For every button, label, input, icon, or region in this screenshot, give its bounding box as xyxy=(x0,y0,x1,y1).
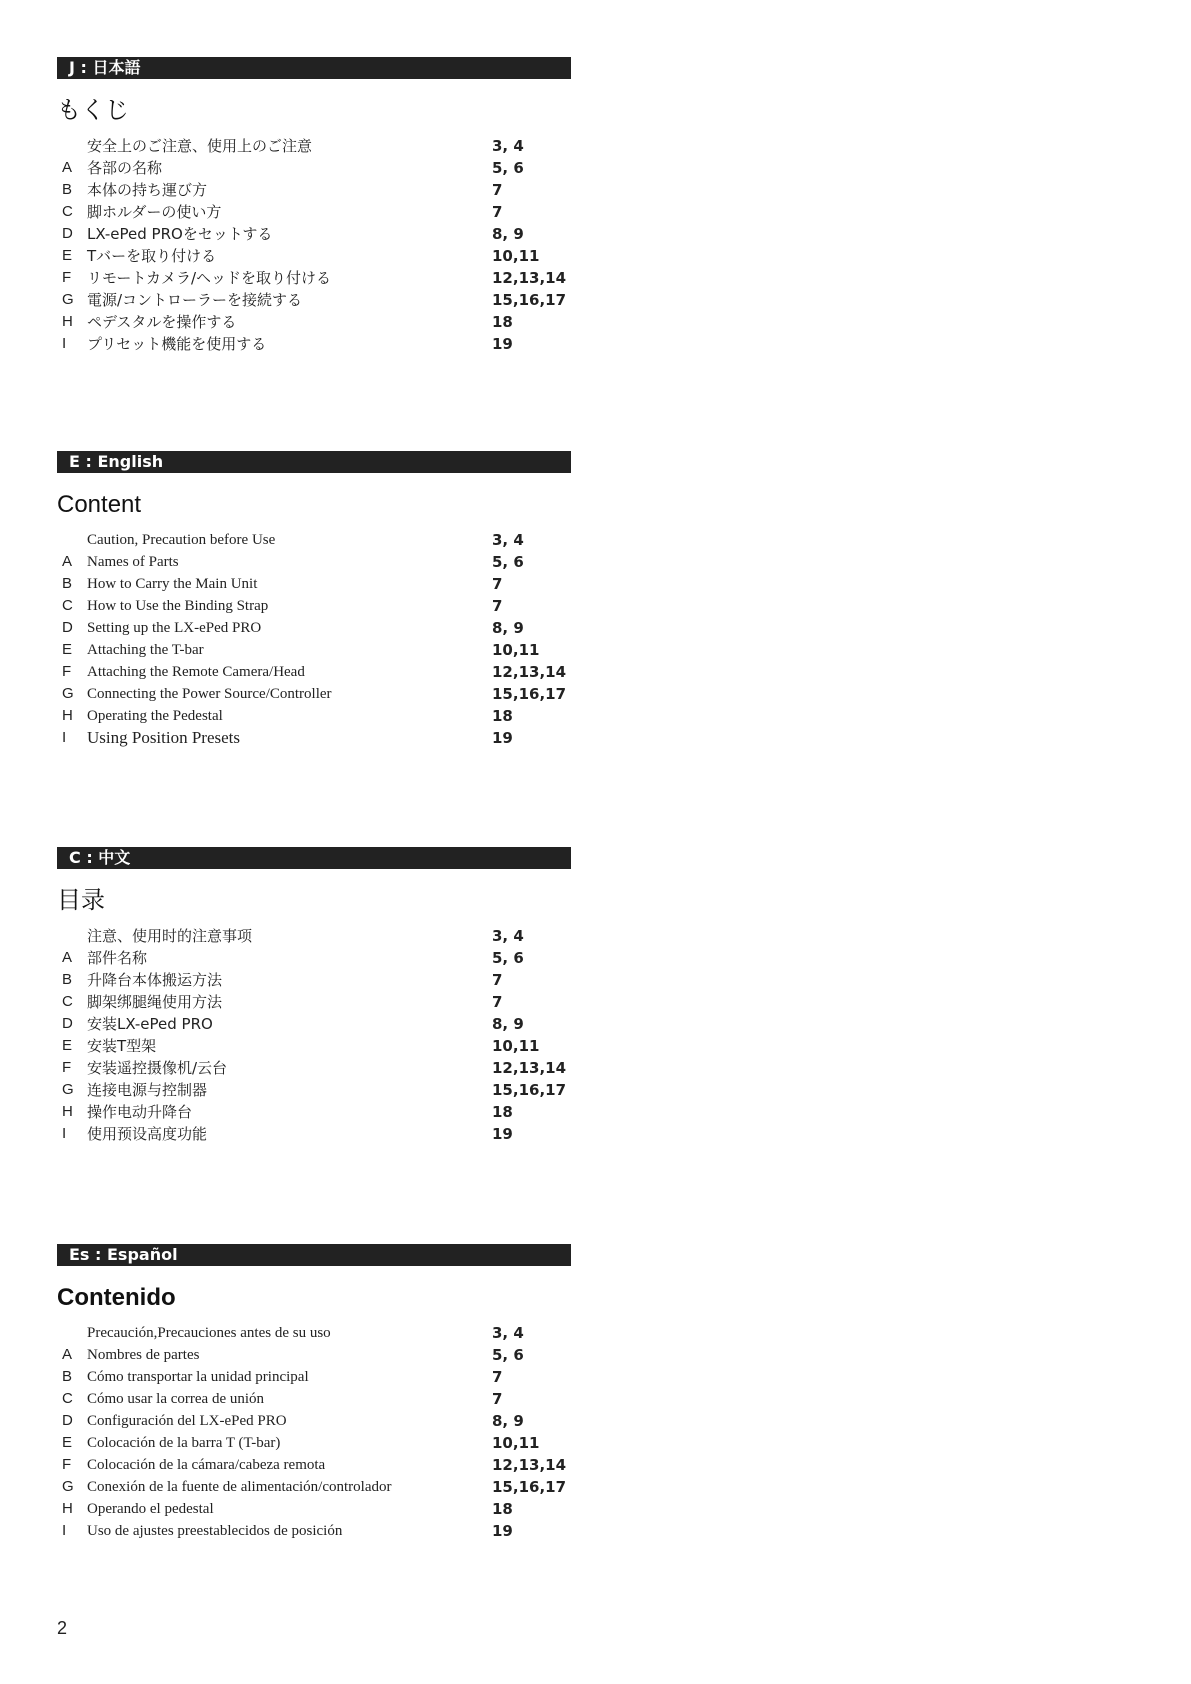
toc-row xyxy=(57,991,571,1013)
toc-row xyxy=(57,1123,571,1145)
section-heading: 目录 xyxy=(57,887,105,914)
toc-letter: I xyxy=(62,1522,67,1539)
toc-section-english xyxy=(57,451,571,749)
toc-row xyxy=(57,311,571,333)
toc-list xyxy=(57,135,571,355)
toc-pages: 7 xyxy=(492,993,503,1011)
toc-pages: 19 xyxy=(492,729,513,747)
toc-pages: 3, 4 xyxy=(492,531,524,549)
toc-list xyxy=(57,529,571,749)
toc-title: 各部の名称 xyxy=(87,159,163,177)
toc-row xyxy=(57,1035,571,1057)
toc-title: Cómo transportar la unidad principal xyxy=(87,1369,309,1385)
toc-letter: G xyxy=(62,291,74,308)
toc-title: Setting up the LX-ePed PRO xyxy=(87,620,262,636)
toc-pages: 8, 9 xyxy=(492,619,524,637)
toc-row xyxy=(57,969,571,991)
toc-pages: 5, 6 xyxy=(492,949,524,967)
section-heading: もくじ xyxy=(57,97,129,124)
toc-row xyxy=(57,1476,571,1498)
toc-pages: 7 xyxy=(492,181,503,199)
toc-row xyxy=(57,529,571,551)
toc-pages: 10,11 xyxy=(492,1434,540,1452)
toc-title: 安装T型架 xyxy=(87,1037,157,1055)
toc-row xyxy=(57,727,571,749)
toc-title: 操作电动升降台 xyxy=(87,1103,193,1121)
toc-title: Uso de ajustes preestablecidos de posición xyxy=(87,1523,343,1539)
toc-row xyxy=(57,1432,571,1454)
page-number: 2 xyxy=(57,1618,68,1638)
toc-pages: 8, 9 xyxy=(492,1015,524,1033)
toc-letter: C xyxy=(62,203,73,220)
toc-letter: F xyxy=(62,269,72,286)
toc-row xyxy=(57,1388,571,1410)
toc-letter: A xyxy=(62,159,73,176)
toc-title: Operating the Pedestal xyxy=(87,708,223,724)
toc-title: Attaching the T-bar xyxy=(87,642,204,658)
toc-letter: B xyxy=(62,181,73,198)
toc-pages: 10,11 xyxy=(492,247,540,265)
toc-pages: 3, 4 xyxy=(492,1324,524,1342)
toc-title: Operando el pedestal xyxy=(87,1501,214,1517)
toc-row xyxy=(57,245,571,267)
toc-pages: 10,11 xyxy=(492,1037,540,1055)
toc-row xyxy=(57,617,571,639)
toc-row xyxy=(57,595,571,617)
toc-letter: E xyxy=(62,641,73,658)
toc-row xyxy=(57,1498,571,1520)
toc-row xyxy=(57,289,571,311)
toc-title: 安全上のご注意、使用上のご注意 xyxy=(87,137,313,155)
toc-title: 使用预设高度功能 xyxy=(87,1125,208,1143)
toc-pages: 3, 4 xyxy=(492,927,524,945)
toc-title: Precaución,Precauciones antes de su uso xyxy=(87,1325,331,1341)
section-bar: E : English xyxy=(57,451,571,473)
toc-list xyxy=(57,925,571,1145)
toc-pages: 15,16,17 xyxy=(492,1081,567,1099)
toc-title: LX-ePed PROをセットする xyxy=(87,225,273,243)
toc-letter: G xyxy=(62,1478,74,1495)
section-bar: J : 日本語 xyxy=(57,57,571,79)
toc-letter: D xyxy=(62,619,73,636)
section-bar: Es : Español xyxy=(57,1244,571,1266)
toc-row xyxy=(57,705,571,727)
toc-row xyxy=(57,573,571,595)
toc-row xyxy=(57,223,571,245)
toc-title: Colocación de la cámara/cabeza remota xyxy=(87,1457,326,1473)
toc-pages: 19 xyxy=(492,1125,513,1143)
toc-title: プリセット機能を使用する xyxy=(87,335,267,353)
toc-pages: 5, 6 xyxy=(492,553,524,571)
toc-title: 部件名称 xyxy=(87,949,148,967)
toc-letter: B xyxy=(62,1368,73,1385)
toc-pages: 12,13,14 xyxy=(492,1456,567,1474)
toc-row xyxy=(57,1454,571,1476)
toc-row xyxy=(57,1079,571,1101)
toc-title: Using Position Presets xyxy=(87,728,241,747)
toc-row xyxy=(57,1057,571,1079)
toc-title: リモートカメラ/ヘッドを取り付ける xyxy=(87,269,332,287)
toc-pages: 5, 6 xyxy=(492,159,524,177)
toc-section-chinese xyxy=(57,847,571,1145)
toc-letter: I xyxy=(62,729,67,746)
toc-title: 注意、使用时的注意事项 xyxy=(87,927,253,945)
toc-row xyxy=(57,661,571,683)
toc-letter: E xyxy=(62,247,73,264)
toc-pages: 7 xyxy=(492,203,503,221)
toc-title: Attaching the Remote Camera/Head xyxy=(87,664,305,680)
section-heading: Contenido xyxy=(57,1284,176,1311)
toc-row xyxy=(57,1322,571,1344)
toc-pages: 19 xyxy=(492,335,513,353)
toc-row xyxy=(57,1013,571,1035)
toc-row xyxy=(57,1101,571,1123)
toc-pages: 18 xyxy=(492,1500,513,1518)
toc-title: Colocación de la barra T (T-bar) xyxy=(87,1435,281,1451)
toc-title: How to Use the Binding Strap xyxy=(87,598,269,614)
toc-letter: A xyxy=(62,1346,73,1363)
toc-title: 脚ホルダーの使い方 xyxy=(87,203,222,221)
toc-row xyxy=(57,333,571,355)
toc-letter: C xyxy=(62,597,73,614)
toc-title: 连接电源与控制器 xyxy=(87,1081,208,1099)
toc-title: Configuración del LX-ePed PRO xyxy=(87,1413,287,1429)
toc-letter: G xyxy=(62,685,74,702)
toc-pages: 7 xyxy=(492,597,503,615)
toc-pages: 7 xyxy=(492,1390,503,1408)
toc-title: Tバーを取り付ける xyxy=(87,247,217,265)
toc-pages: 15,16,17 xyxy=(492,685,567,703)
toc-title: ペデスタルを操作する xyxy=(87,313,237,331)
toc-letter: H xyxy=(62,707,73,724)
toc-pages: 8, 9 xyxy=(492,1412,524,1430)
toc-letter: B xyxy=(62,971,73,988)
toc-row xyxy=(57,1366,571,1388)
toc-letter: E xyxy=(62,1037,73,1054)
toc-title: Names of Parts xyxy=(87,554,179,570)
toc-title: 安装遥控摄像机/云台 xyxy=(87,1059,228,1077)
toc-letter: C xyxy=(62,1390,73,1407)
toc-title: Cómo usar la correa de unión xyxy=(87,1391,265,1407)
toc-letter: A xyxy=(62,949,73,966)
toc-letter: H xyxy=(62,1500,73,1517)
toc-pages: 15,16,17 xyxy=(492,291,567,309)
section-bar: C : 中文 xyxy=(57,847,571,869)
toc-list xyxy=(57,1322,571,1542)
toc-title: Nombres de partes xyxy=(87,1347,200,1363)
toc-title: Caution, Precaution before Use xyxy=(87,532,276,548)
toc-letter: F xyxy=(62,1456,72,1473)
toc-section-japanese xyxy=(57,57,571,355)
toc-title: 安装LX-ePed PRO xyxy=(87,1015,213,1033)
toc-row xyxy=(57,925,571,947)
toc-letter: H xyxy=(62,1103,73,1120)
toc-pages: 12,13,14 xyxy=(492,663,567,681)
toc-row xyxy=(57,551,571,573)
toc-pages: 7 xyxy=(492,575,503,593)
toc-row xyxy=(57,639,571,661)
toc-section-spanish xyxy=(57,1244,571,1542)
toc-letter: D xyxy=(62,1015,73,1032)
toc-row xyxy=(57,201,571,223)
toc-pages: 7 xyxy=(492,971,503,989)
toc-title: 升降台本体搬运方法 xyxy=(87,971,223,989)
toc-title: Conexión de la fuente de alimentación/controlador xyxy=(87,1479,392,1495)
toc-letter: D xyxy=(62,225,73,242)
toc-letter: F xyxy=(62,1059,72,1076)
toc-row xyxy=(57,683,571,705)
toc-letter: A xyxy=(62,553,73,570)
toc-title: 脚架绑腿绳使用方法 xyxy=(87,993,223,1011)
toc-row xyxy=(57,157,571,179)
toc-pages: 18 xyxy=(492,1103,513,1121)
toc-title: 本体の持ち運び方 xyxy=(87,181,208,199)
toc-row xyxy=(57,947,571,969)
toc-letter: I xyxy=(62,335,67,352)
toc-pages: 19 xyxy=(492,1522,513,1540)
toc-letter: B xyxy=(62,575,73,592)
toc-pages: 3, 4 xyxy=(492,137,524,155)
toc-letter: F xyxy=(62,663,72,680)
toc-title: How to Carry the Main Unit xyxy=(87,576,258,592)
toc-letter: I xyxy=(62,1125,67,1142)
toc-letter: E xyxy=(62,1434,73,1451)
toc-pages: 12,13,14 xyxy=(492,1059,567,1077)
toc-row xyxy=(57,179,571,201)
toc-pages: 18 xyxy=(492,707,513,725)
toc-pages: 5, 6 xyxy=(492,1346,524,1364)
toc-row xyxy=(57,1344,571,1366)
toc-pages: 18 xyxy=(492,313,513,331)
section-heading: Content xyxy=(57,491,142,518)
toc-row xyxy=(57,135,571,157)
toc-letter: D xyxy=(62,1412,73,1429)
toc-letter: H xyxy=(62,313,73,330)
toc-row xyxy=(57,267,571,289)
toc-letter: C xyxy=(62,993,73,1010)
toc-title: 電源/コントローラーを接続する xyxy=(87,291,303,309)
toc-pages: 8, 9 xyxy=(492,225,524,243)
toc-pages: 15,16,17 xyxy=(492,1478,567,1496)
toc-pages: 12,13,14 xyxy=(492,269,567,287)
toc-pages: 7 xyxy=(492,1368,503,1386)
toc-row xyxy=(57,1520,571,1542)
toc-letter: G xyxy=(62,1081,74,1098)
toc-pages: 10,11 xyxy=(492,641,540,659)
toc-row xyxy=(57,1410,571,1432)
toc-title: Connecting the Power Source/Controller xyxy=(87,686,332,702)
